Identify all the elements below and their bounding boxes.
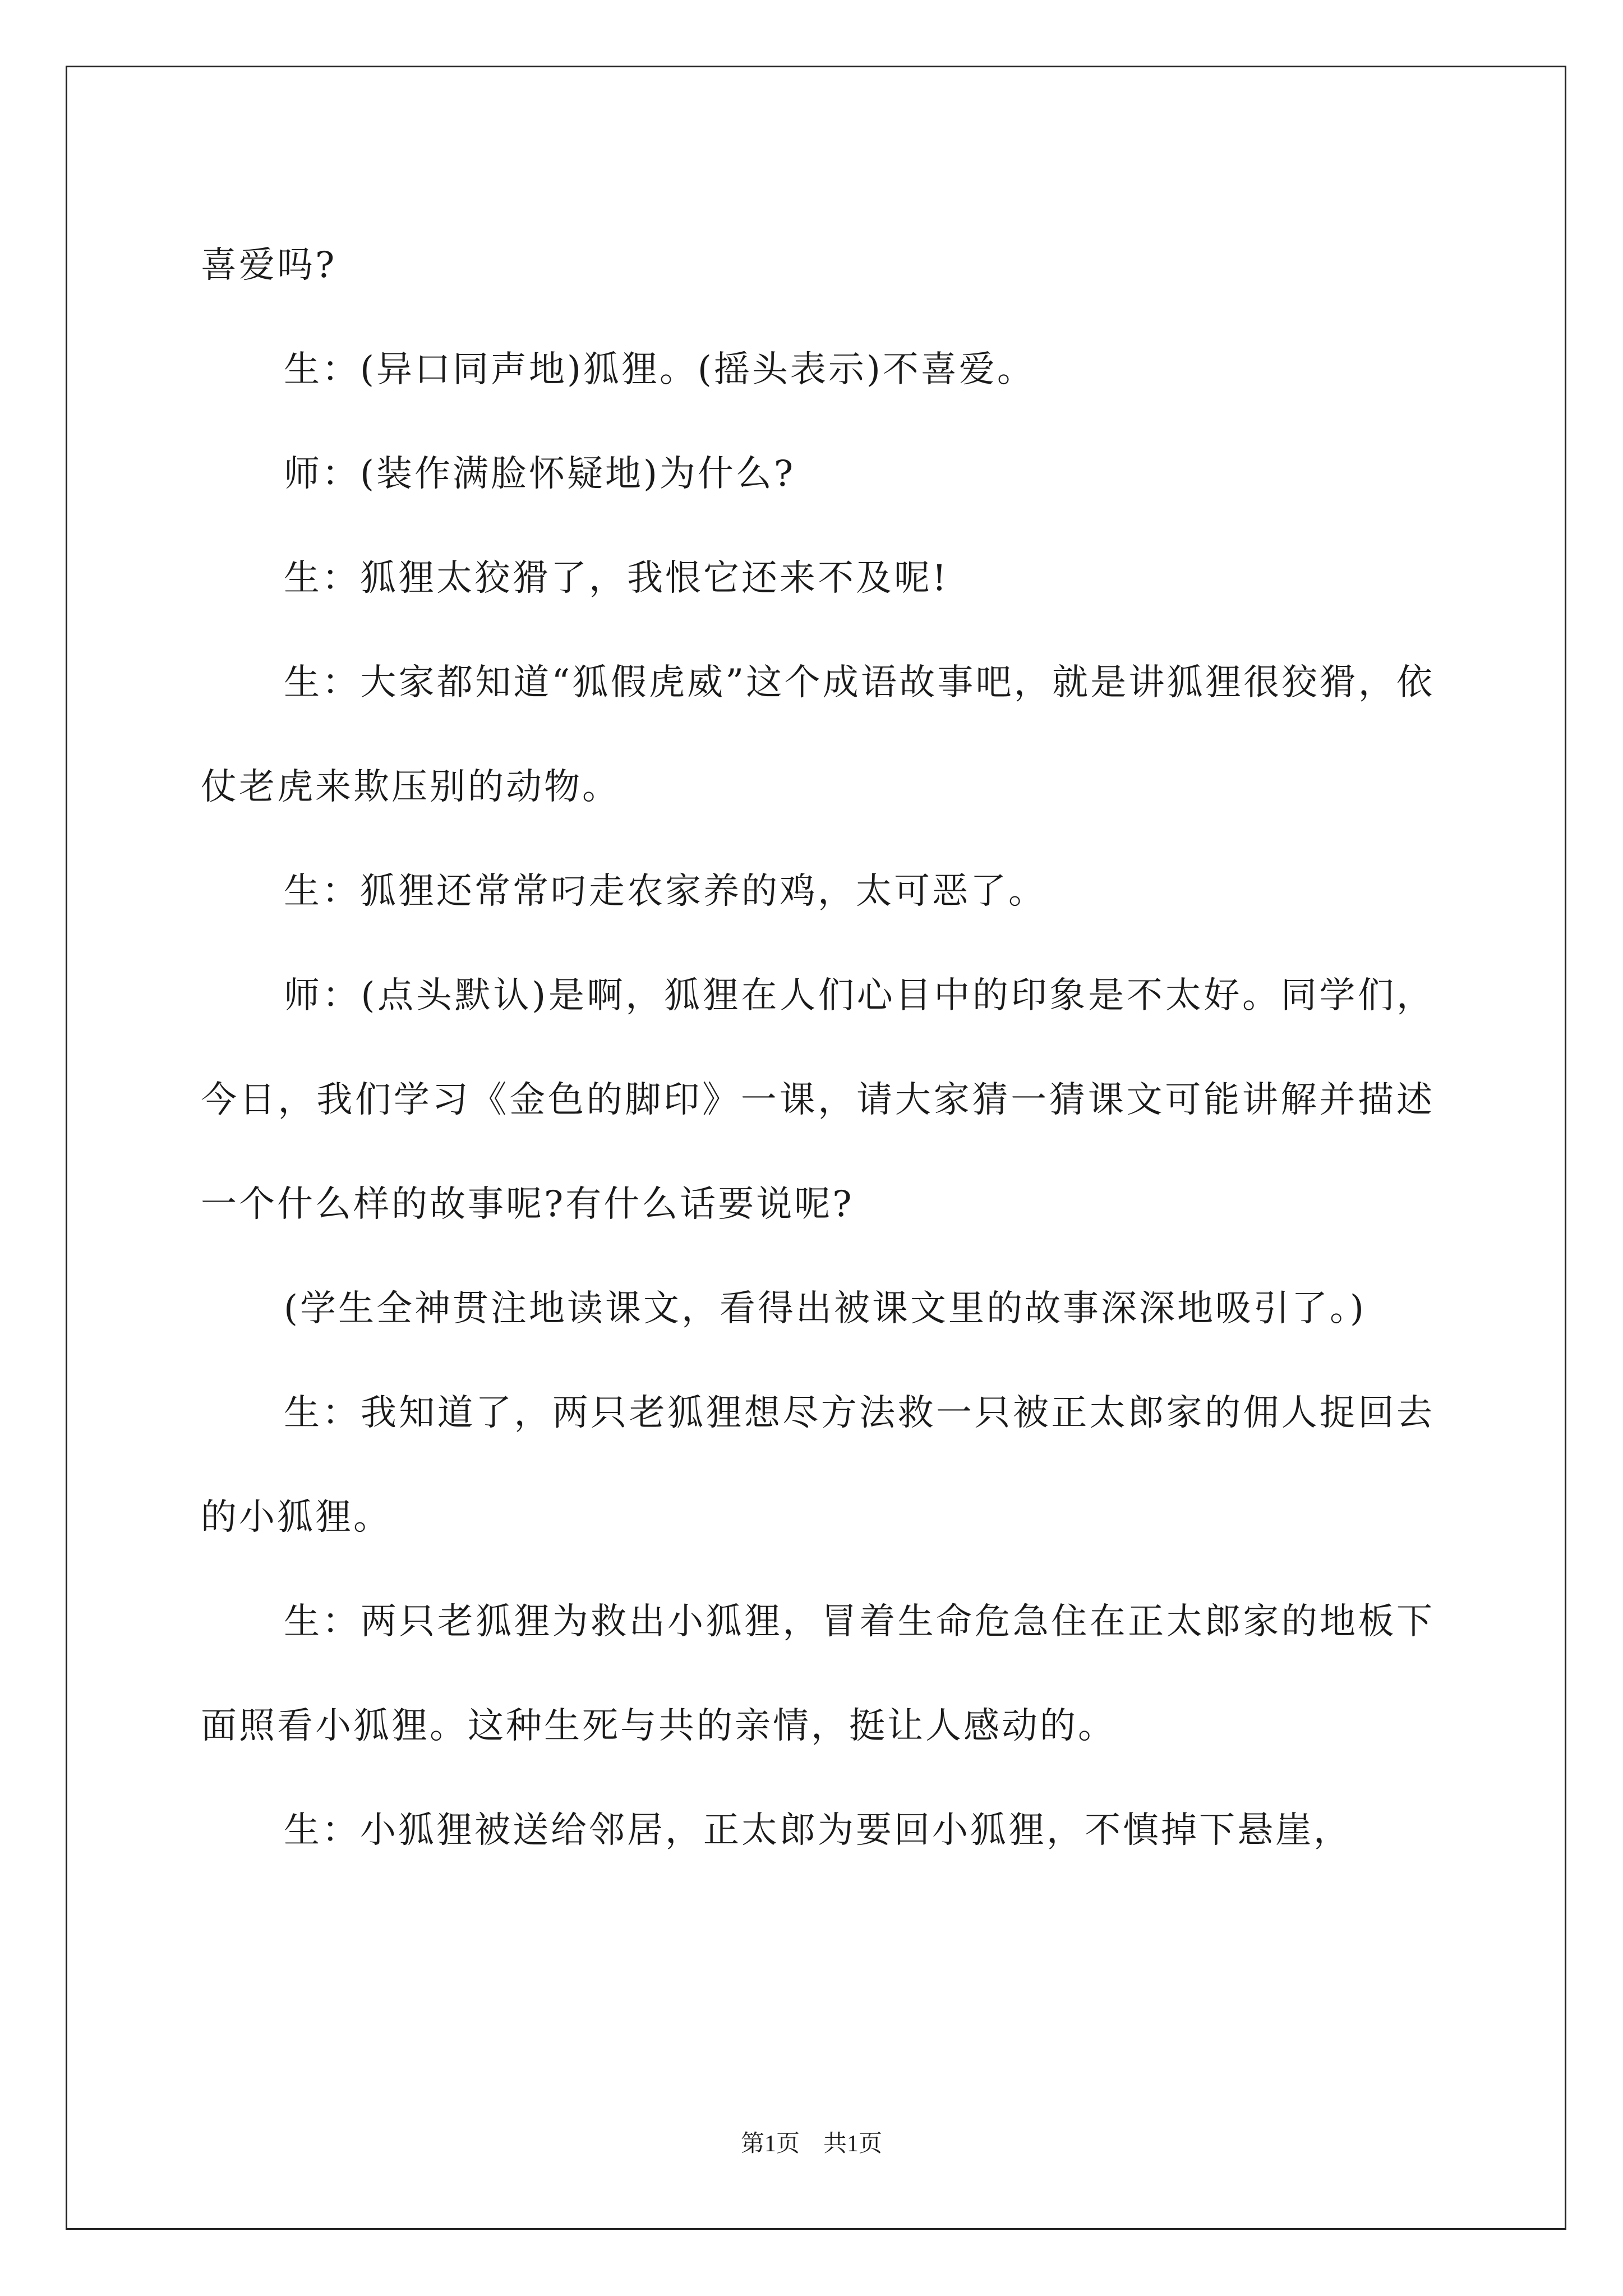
paragraph: (学生全神贯注地读课文，看得出被课文里的故事深深地吸引了。)	[284, 1288, 1366, 1329]
paragraph: 喜爱吗?	[201, 245, 337, 286]
paragraph: 生：我知道了，两只老狐狸想尽方法救一只被正太郎家的佣人捉回去的小狐狸。	[201, 1392, 1435, 1538]
paragraph: 师：(装作满脸怀疑地)为什么?	[284, 453, 796, 495]
paragraph: 生：(异口同声地)狐狸。(摇头表示)不喜爱。	[284, 349, 1035, 390]
paragraph: 生：大家都知道“狐假虎威”这个成语故事吧，就是讲狐狸很狡猾，依仗老虎来欺压别的动物。	[201, 662, 1435, 808]
paragraph: 生：两只老狐狸为救出小狐狸，冒着生命危急住在正太郎家的地板下面照看小狐狸。这种生死与共的亲情，挺让人感动的。	[201, 1601, 1435, 1747]
paragraph: 师：(点头默认)是啊，狐狸在人们心目中的印象是不太好。同学们，今日，我们学习《金色的脚印》一课，请大家猜一猜课文可能讲解并描述一个什么样的故事呢?有什么话要说呢?	[201, 975, 1435, 1225]
document-body	[201, 213, 1435, 1883]
paragraph: 生：狐狸还常常叼走农家养的鸡，太可恶了。	[284, 871, 1046, 912]
paragraph: 生：小狐狸被送给邻居，正太郎为要回小狐狸，不慎掉下悬崖，	[284, 1810, 1352, 1851]
paragraph: 生：狐狸太狡猾了，我恨它还来不及呢!	[284, 558, 949, 599]
page-number-footer: 第1页 共1页	[740, 2131, 882, 2157]
